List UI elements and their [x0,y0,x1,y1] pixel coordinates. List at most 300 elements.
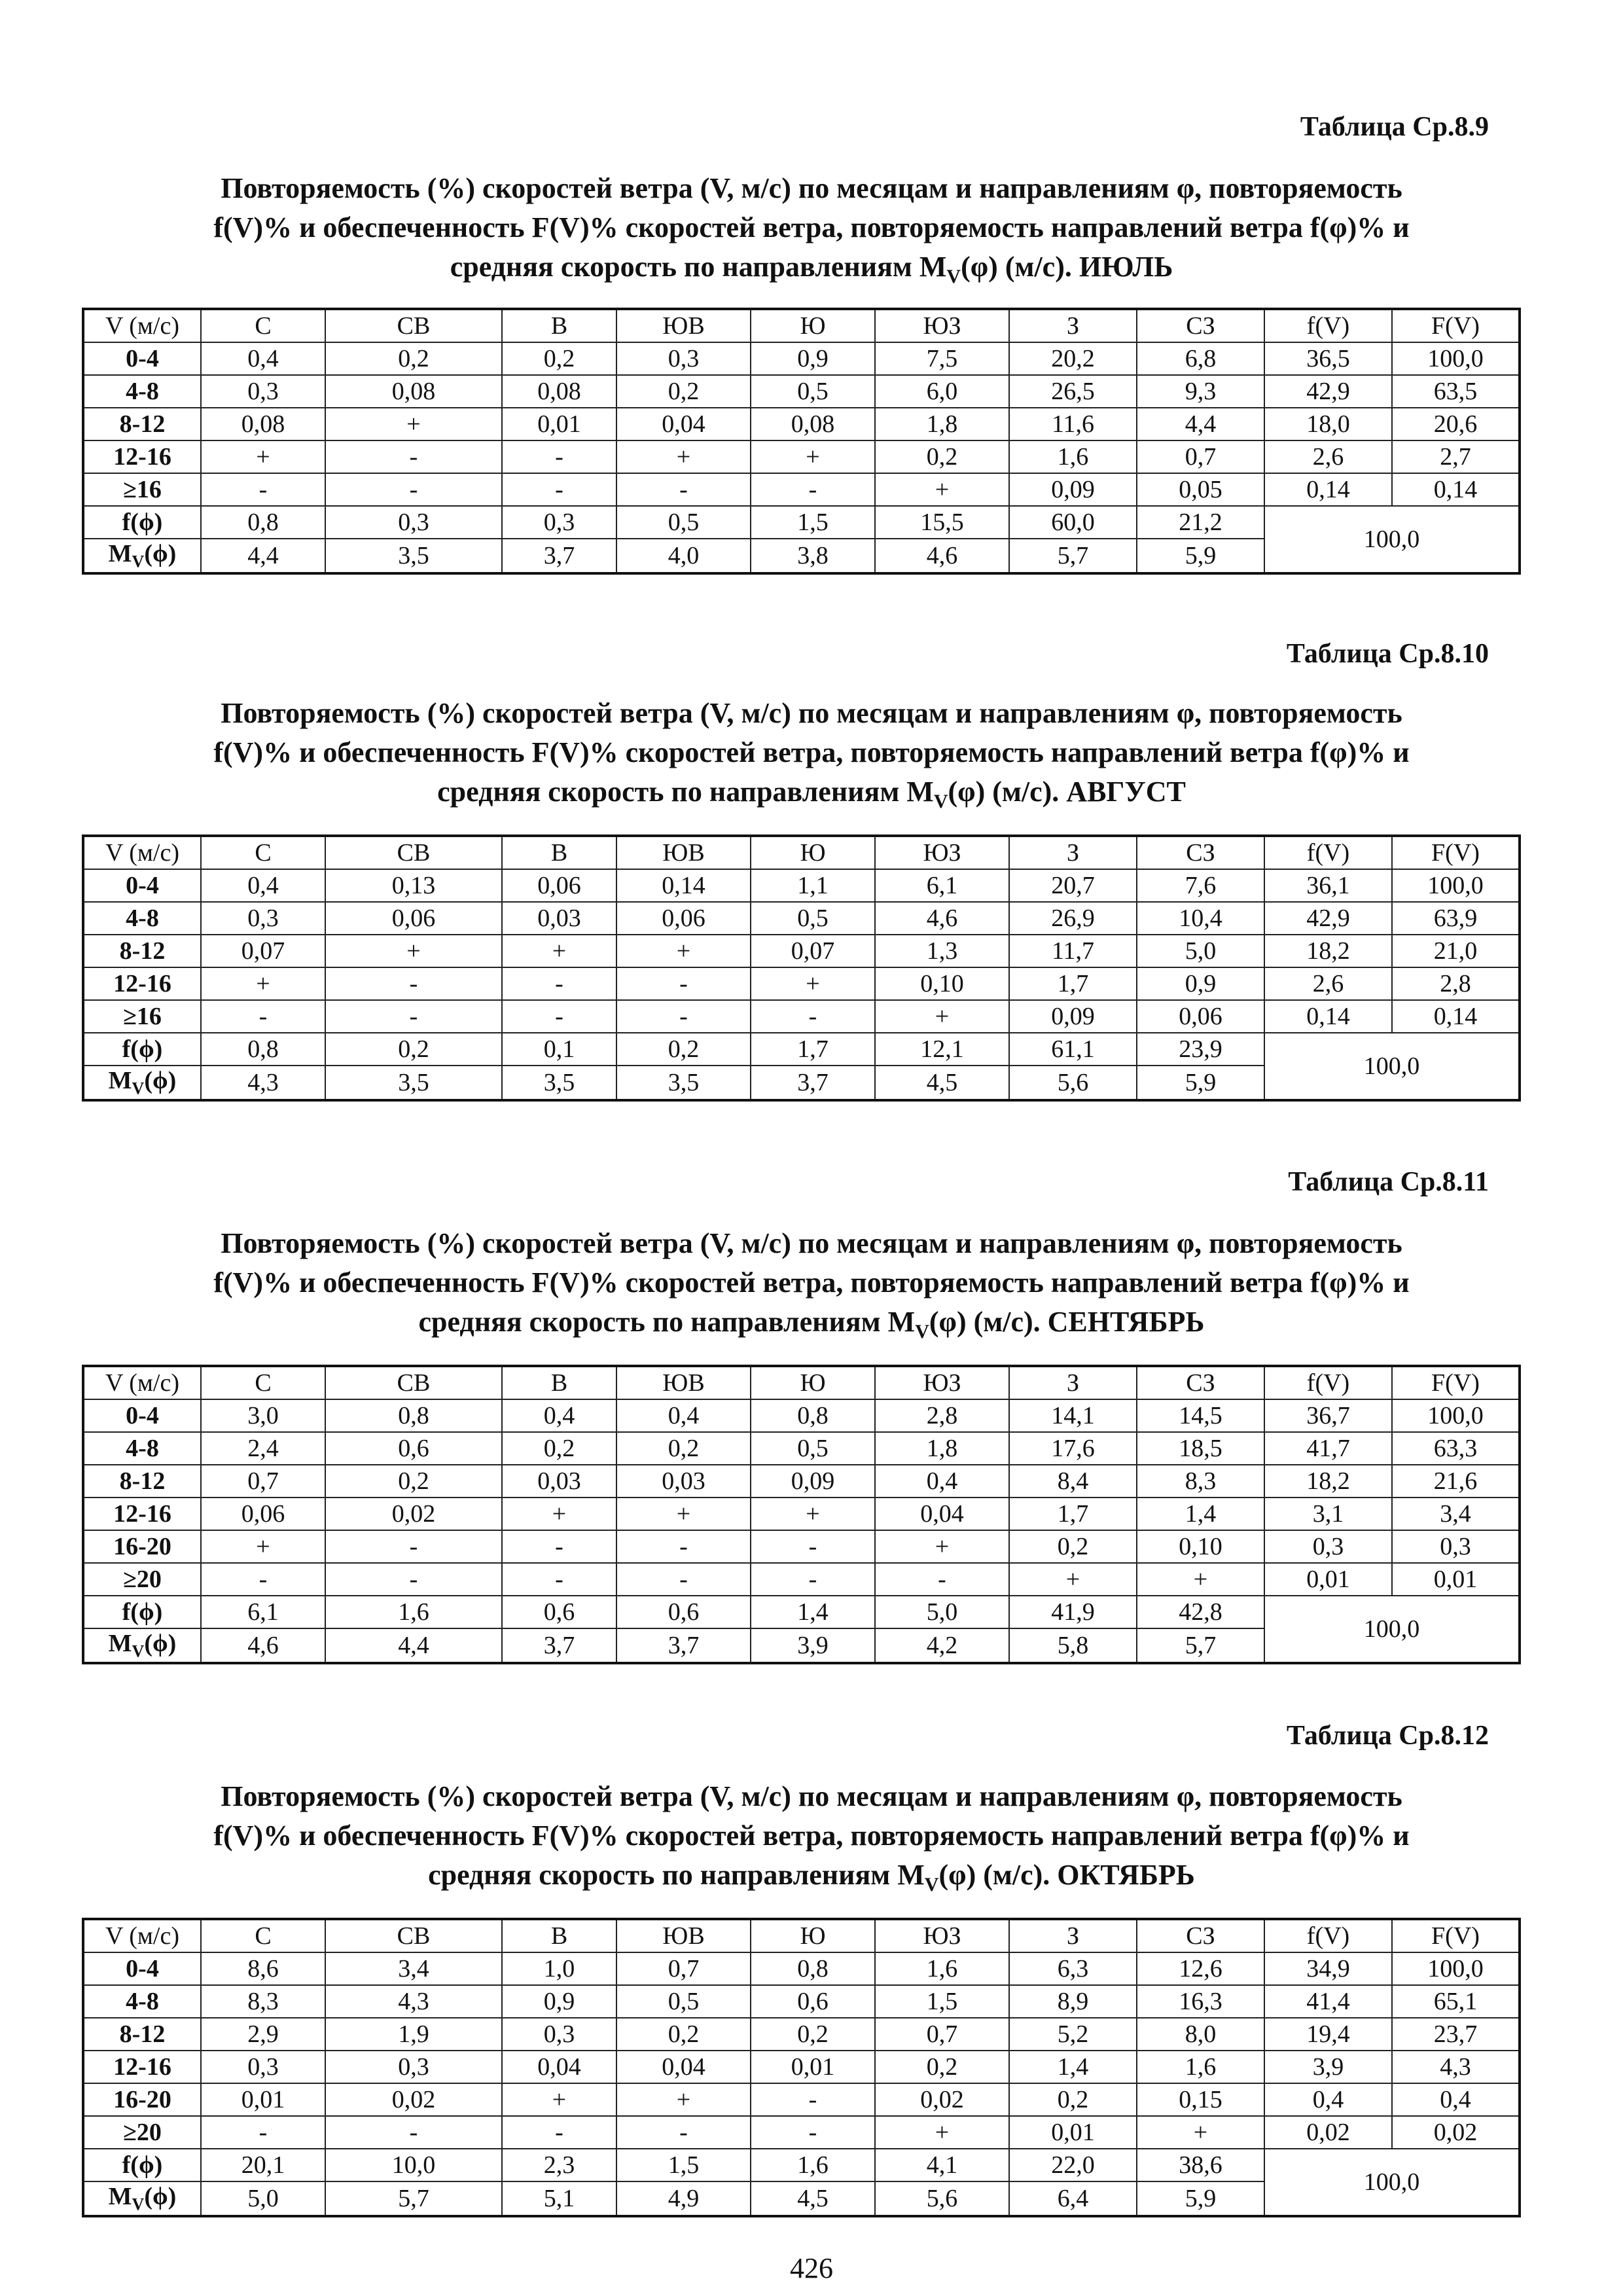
table-cell: 2,8 [1392,967,1520,1000]
table-cell: + [875,2116,1009,2149]
table-cell: 5,7 [325,2181,502,2216]
table-cell: 11,6 [1009,408,1137,440]
table-cell: 1,7 [1009,967,1137,1000]
column-header: ЮВ [616,1366,751,1399]
table-cell: 4,4 [201,539,325,573]
row-label: 0-4 [83,342,201,375]
table-cell: 0,2 [1009,2083,1137,2116]
table-cell: 8,3 [1137,1465,1264,1498]
column-header: В [502,1366,616,1399]
row-label-main: M [108,540,132,567]
column-header: f(V) [1264,836,1392,869]
table-cell: 5,8 [1009,1628,1137,1663]
table-cell: 0,02 [325,2083,502,2116]
column-header: Ю [751,1366,875,1399]
table-cell: 0,2 [616,375,751,408]
table-cell: 0,06 [201,1498,325,1530]
column-header: F(V) [1392,309,1520,342]
table-cell: 0,01 [751,2051,875,2083]
table-cell: 0,4 [1392,2083,1520,2116]
table-cell: 0,3 [502,506,616,539]
table-cell: 0,08 [502,375,616,408]
row-label: 12-16 [83,2051,201,2083]
total-cell: 100,0 [1264,1596,1520,1663]
row-label-tail: (ϕ) [144,1630,177,1657]
row-label: 8-12 [83,408,201,440]
table-cell: - [751,1000,875,1033]
row-label-main: M [108,1067,132,1094]
column-header: СВ [325,1366,502,1399]
table-cell: 20,2 [1009,342,1137,375]
table-cell: 41,4 [1264,1985,1392,2018]
title-subscript: V [915,1320,929,1342]
table-cell: 0,6 [502,1596,616,1628]
column-header: В [502,836,616,869]
table-cell: + [502,1498,616,1530]
column-header: В [502,309,616,342]
row-label: 12-16 [83,440,201,473]
title-line-3-text: средняя скорость по направлениям M [437,776,934,808]
table-cell: 0,7 [616,1952,751,1985]
row-label-main: M [108,1630,132,1657]
column-header: В [502,1919,616,1952]
table-cell: 36,7 [1264,1399,1392,1432]
row-label [83,1628,201,1663]
table-cell: 11,7 [1009,935,1137,967]
table-cell: 0,13 [325,869,502,902]
table-cell: 41,9 [1009,1596,1137,1628]
table-cell: 20,1 [201,2149,325,2181]
table-cell: 8,0 [1137,2018,1264,2051]
table-cell: 16,3 [1137,1985,1264,2018]
table-cell: 5,1 [502,2181,616,2216]
table-cell: 61,1 [1009,1033,1137,1066]
table-cell: 42,9 [1264,902,1392,935]
table-title [98,169,1525,296]
table-cell: 5,7 [1137,1628,1264,1663]
table-cell: 20,6 [1392,408,1520,440]
table-cell: 20,7 [1009,869,1137,902]
table-row [83,1985,1520,2018]
column-header: С [201,309,325,342]
table-cell: 5,7 [1009,539,1137,573]
table-cell: 4,6 [875,539,1009,573]
column-header: Ю [751,836,875,869]
table-cell: 1,4 [1009,2051,1137,2083]
direction-frequency-row [83,1033,1520,1066]
column-header: ЮЗ [875,1919,1009,1952]
direction-frequency-row [83,1596,1520,1628]
table-cell: 0,2 [616,2018,751,2051]
table-cell: 42,9 [1264,375,1392,408]
table-cell: 12,6 [1137,1952,1264,1985]
title-line-3 [98,772,1525,821]
table-cell: 0,4 [502,1399,616,1432]
row-label: 4-8 [83,902,201,935]
table-cell: - [325,440,502,473]
column-header: Ю [751,1919,875,1952]
table-cell: 3,5 [325,1066,502,1100]
wind-table [82,1918,1521,2217]
direction-frequency-row [83,2149,1520,2181]
table-cell: + [751,1498,875,1530]
table-cell: 8,3 [201,1985,325,2018]
table-cell: 0,2 [751,2018,875,2051]
table-cell: 0,09 [1009,1000,1137,1033]
table-cell: 38,6 [1137,2149,1264,2181]
table-cell: 14,5 [1137,1399,1264,1432]
row-label-subscript: V [132,1079,145,1098]
title-line-3-tail: (φ) (м/с). АВГУСТ [948,776,1186,808]
table-cell: 0,7 [875,2018,1009,2051]
table-cell: 63,3 [1392,1432,1520,1465]
title-line-1: Повторяемость (%) скоростей ветра (V, м/с) по месяцам и направлениям φ, повторяемость [221,697,1402,729]
column-header: V (м/с) [83,1366,201,1399]
table-row [83,2116,1520,2149]
table-cell: - [616,967,751,1000]
table-row [83,2083,1520,2116]
table-row [83,1498,1520,1530]
table-cell: 2,3 [502,2149,616,2181]
table-cell: + [751,440,875,473]
table-row [83,342,1520,375]
table-cell: - [502,473,616,506]
table-cell: 0,15 [1137,2083,1264,2116]
table-cell: 2,7 [1392,440,1520,473]
table-cell: 21,0 [1392,935,1520,967]
table-cell: 0,03 [502,902,616,935]
row-label: 8-12 [83,1465,201,1498]
table-cell: 41,7 [1264,1432,1392,1465]
table-cell: 1,6 [1137,2051,1264,2083]
table-cell: 0,2 [875,2051,1009,2083]
title-subscript: V [924,1873,939,1895]
table-cell: 34,9 [1264,1952,1392,1985]
title-line-3-text: средняя скорость по направлениям M [418,1306,916,1338]
table-cell: 1,0 [502,1952,616,1985]
column-header: З [1009,836,1137,869]
column-header: f(V) [1264,1366,1392,1399]
table-cell: 4,3 [1392,2051,1520,2083]
table-cell: + [1137,2116,1264,2149]
table-cell: - [616,2116,751,2149]
row-label: 12-16 [83,967,201,1000]
table-cell: 36,5 [1264,342,1392,375]
table-row [83,1563,1520,1596]
table-cell: 4,5 [751,2181,875,2216]
table-number: Таблица Ср.8.10 [1286,639,1489,669]
table-cell: 3,5 [616,1066,751,1100]
table-cell: 3,7 [616,1628,751,1663]
wind-table [82,1365,1521,1664]
table-row [83,1000,1520,1033]
table-cell: 26,5 [1009,375,1137,408]
table-cell: 4,1 [875,2149,1009,2181]
column-header: С [201,1366,325,1399]
table-cell: 0,02 [875,2083,1009,2116]
column-header: ЮЗ [875,309,1009,342]
header-row [83,309,1520,342]
table-cell: 2,8 [875,1399,1009,1432]
column-header: ЮВ [616,309,751,342]
table-cell: 7,6 [1137,869,1264,902]
row-label: ≥16 [83,473,201,506]
row-label: 4-8 [83,1985,201,2018]
table-cell: 0,5 [616,1985,751,2018]
table-row [83,902,1520,935]
table-cell: 0,4 [875,1465,1009,1498]
table-cell: 0,01 [1264,1563,1392,1596]
table-cell: 4,4 [325,1628,502,1663]
table-cell: 1,7 [1009,1498,1137,1530]
table-row [83,375,1520,408]
table-cell: 0,2 [502,342,616,375]
table-cell: 18,2 [1264,935,1392,967]
table-cell: 23,7 [1392,2018,1520,2051]
table-cell: + [616,1498,751,1530]
table-cell: 1,8 [875,1432,1009,1465]
table-cell: 5,9 [1137,2181,1264,2216]
title-line-1: Повторяемость (%) скоростей ветра (V, м/с) по месяцам и направлениям φ, повторяемость [221,1780,1402,1812]
table-cell: - [751,2083,875,2116]
table-cell: 3,7 [751,1066,875,1100]
column-header: С [201,1919,325,1952]
table-cell: - [325,2116,502,2149]
title-line-3 [98,1302,1525,1352]
table-cell: 100,0 [1392,1399,1520,1432]
table-cell: 36,1 [1264,869,1392,902]
table-cell: 14,1 [1009,1399,1137,1432]
table-cell: - [751,1530,875,1563]
table-cell: 0,3 [616,342,751,375]
table-cell: 0,01 [1009,2116,1137,2149]
table-cell: 0,04 [616,408,751,440]
column-header: СВ [325,836,502,869]
table-cell: 6,8 [1137,342,1264,375]
table-row [83,1465,1520,1498]
table-cell: - [201,2116,325,2149]
table-row [83,408,1520,440]
table-cell: 0,4 [1264,2083,1392,2116]
table-cell: 0,8 [201,1033,325,1066]
table-cell: 3,7 [502,539,616,573]
table-cell: - [325,1563,502,1596]
table-cell: + [616,2083,751,2116]
table-cell: + [201,440,325,473]
table-cell: - [502,1563,616,1596]
table-cell: 9,3 [1137,375,1264,408]
page-number: 426 [790,2252,833,2284]
table-cell: 1,5 [751,506,875,539]
title-line-2: f(V)% и обеспеченность F(V)% скоростей ветра, повторяемость направлений ветра f(φ)% и [213,736,1410,768]
direction-frequency-row [83,506,1520,539]
table-cell: 22,0 [1009,2149,1137,2181]
row-label: 0-4 [83,1399,201,1432]
table-cell: + [875,1530,1009,1563]
table-cell: 18,0 [1264,408,1392,440]
table-cell: 1,4 [1137,1498,1264,1530]
table-cell: 0,3 [325,2051,502,2083]
table-cell: 1,3 [875,935,1009,967]
table-cell: 0,2 [325,342,502,375]
column-header: ЮЗ [875,1366,1009,1399]
table-cell: 65,1 [1392,1985,1520,2018]
table-cell: 0,9 [502,1985,616,2018]
table-row [83,1530,1520,1563]
table-cell: 0,10 [1137,1530,1264,1563]
table-cell: + [1137,1563,1264,1596]
table-title [98,694,1525,821]
column-header: f(V) [1264,1919,1392,1952]
table-cell: 0,7 [201,1465,325,1498]
table-cell: 4,6 [201,1628,325,1663]
table-cell: 0,02 [1264,2116,1392,2149]
row-label: 4-8 [83,1432,201,1465]
table-cell: - [325,1530,502,1563]
table-cell: 0,2 [325,1465,502,1498]
total-cell: 100,0 [1264,1033,1520,1100]
table-cell: 1,6 [1009,440,1137,473]
title-line-1: Повторяемость (%) скоростей ветра (V, м/с) по месяцам и направлениям φ, повторяемость [221,172,1402,204]
table-cell: 6,3 [1009,1952,1137,1985]
table-cell: 60,0 [1009,506,1137,539]
table-cell: 63,9 [1392,902,1520,935]
table-cell: 0,09 [751,1465,875,1498]
row-label-main: M [108,2183,132,2210]
table-cell: 8,6 [201,1952,325,1985]
column-header: З [1009,309,1137,342]
table-row [83,869,1520,902]
title-line-3-tail: (φ) (м/с). ИЮЛЬ [961,251,1173,283]
table-cell: - [751,1563,875,1596]
table-cell: 3,9 [751,1628,875,1663]
table-number: Таблица Ср.8.12 [1286,1721,1489,1751]
table-cell: 6,0 [875,375,1009,408]
table-cell: 0,8 [325,1399,502,1432]
table-cell: 1,4 [751,1596,875,1628]
table-cell: 3,5 [325,539,502,573]
table-cell: 15,5 [875,506,1009,539]
column-header: СЗ [1137,309,1264,342]
table-cell: 0,02 [1392,2116,1520,2149]
table-cell: 0,08 [201,408,325,440]
column-header: V (м/с) [83,309,201,342]
table-cell: 100,0 [1392,1952,1520,1985]
column-header: ЮЗ [875,836,1009,869]
table-cell: + [201,967,325,1000]
title-line-3-tail: (φ) (м/с). ОКТЯБРЬ [938,1859,1195,1891]
table-cell: - [616,1563,751,1596]
table-cell: 0,10 [875,967,1009,1000]
row-label: f(ϕ) [83,2149,201,2181]
table-cell: 1,8 [875,408,1009,440]
row-label [83,539,201,573]
table-cell: - [201,1563,325,1596]
column-header: f(V) [1264,309,1392,342]
table-cell: - [502,1530,616,1563]
column-header: ЮВ [616,836,751,869]
row-label: ≥16 [83,1000,201,1033]
table-cell: 5,6 [1009,1066,1137,1100]
table-row [83,935,1520,967]
table-cell: 3,5 [502,1066,616,1100]
row-label: 8-12 [83,935,201,967]
table-cell: 4,9 [616,2181,751,2216]
table-cell: 100,0 [1392,869,1520,902]
row-label: 4-8 [83,375,201,408]
table-cell: - [616,473,751,506]
column-header: Ю [751,309,875,342]
column-header: СВ [325,1919,502,1952]
table-cell: 4,5 [875,1066,1009,1100]
table-cell: 5,2 [1009,2018,1137,2051]
title-subscript: V [946,265,961,287]
column-header: ЮВ [616,1919,751,1952]
table-cell: 100,0 [1392,342,1520,375]
header-row [83,836,1520,869]
column-header: СЗ [1137,1366,1264,1399]
table-cell: 1,9 [325,2018,502,2051]
table-cell: 0,2 [502,1432,616,1465]
column-header: З [1009,1919,1137,1952]
table-cell: 0,3 [1264,1530,1392,1563]
table-cell: 3,9 [1264,2051,1392,2083]
table-cell: 0,09 [1009,473,1137,506]
table-cell: 3,1 [1264,1498,1392,1530]
table-cell: 0,3 [1392,1530,1520,1563]
table-cell: 0,4 [201,342,325,375]
table-cell: 18,5 [1137,1432,1264,1465]
table-cell: - [751,473,875,506]
table-cell: 6,1 [875,869,1009,902]
row-label: ≥20 [83,1563,201,1596]
table-cell: 4,3 [201,1066,325,1100]
table-cell: 0,8 [751,1952,875,1985]
table-cell: 0,2 [616,1432,751,1465]
table-cell: 0,04 [616,2051,751,2083]
table-cell: 2,4 [201,1432,325,1465]
title-line-3-text: средняя скорость по направлениям M [428,1859,925,1891]
row-label-tail: (ϕ) [144,540,177,567]
table-cell: 0,2 [325,1033,502,1066]
column-header: СВ [325,309,502,342]
table-cell: 1,7 [751,1033,875,1066]
table-cell: 5,0 [875,1596,1009,1628]
table-cell: 3,7 [502,1628,616,1663]
table-cell: 0,3 [502,2018,616,2051]
table-cell: 0,3 [201,902,325,935]
table-row [83,967,1520,1000]
table-cell: 2,6 [1264,440,1392,473]
table-cell: 3,0 [201,1399,325,1432]
table-cell: - [502,1000,616,1033]
row-label-subscript: V [132,552,145,571]
header-row [83,1366,1520,1399]
table-cell: 0,08 [325,375,502,408]
table-cell: 0,08 [751,408,875,440]
table-cell: 4,3 [325,1985,502,2018]
table-row [83,1952,1520,1985]
table-cell: - [502,2116,616,2149]
table-cell: 2,6 [1264,967,1392,1000]
table-cell: + [616,440,751,473]
row-label: 16-20 [83,1530,201,1563]
table-number: Таблица Ср.8.11 [1288,1167,1489,1197]
table-row [83,2051,1520,2083]
table-cell: 2,9 [201,2018,325,2051]
table-cell: 0,6 [616,1596,751,1628]
table-cell: 17,6 [1009,1432,1137,1465]
